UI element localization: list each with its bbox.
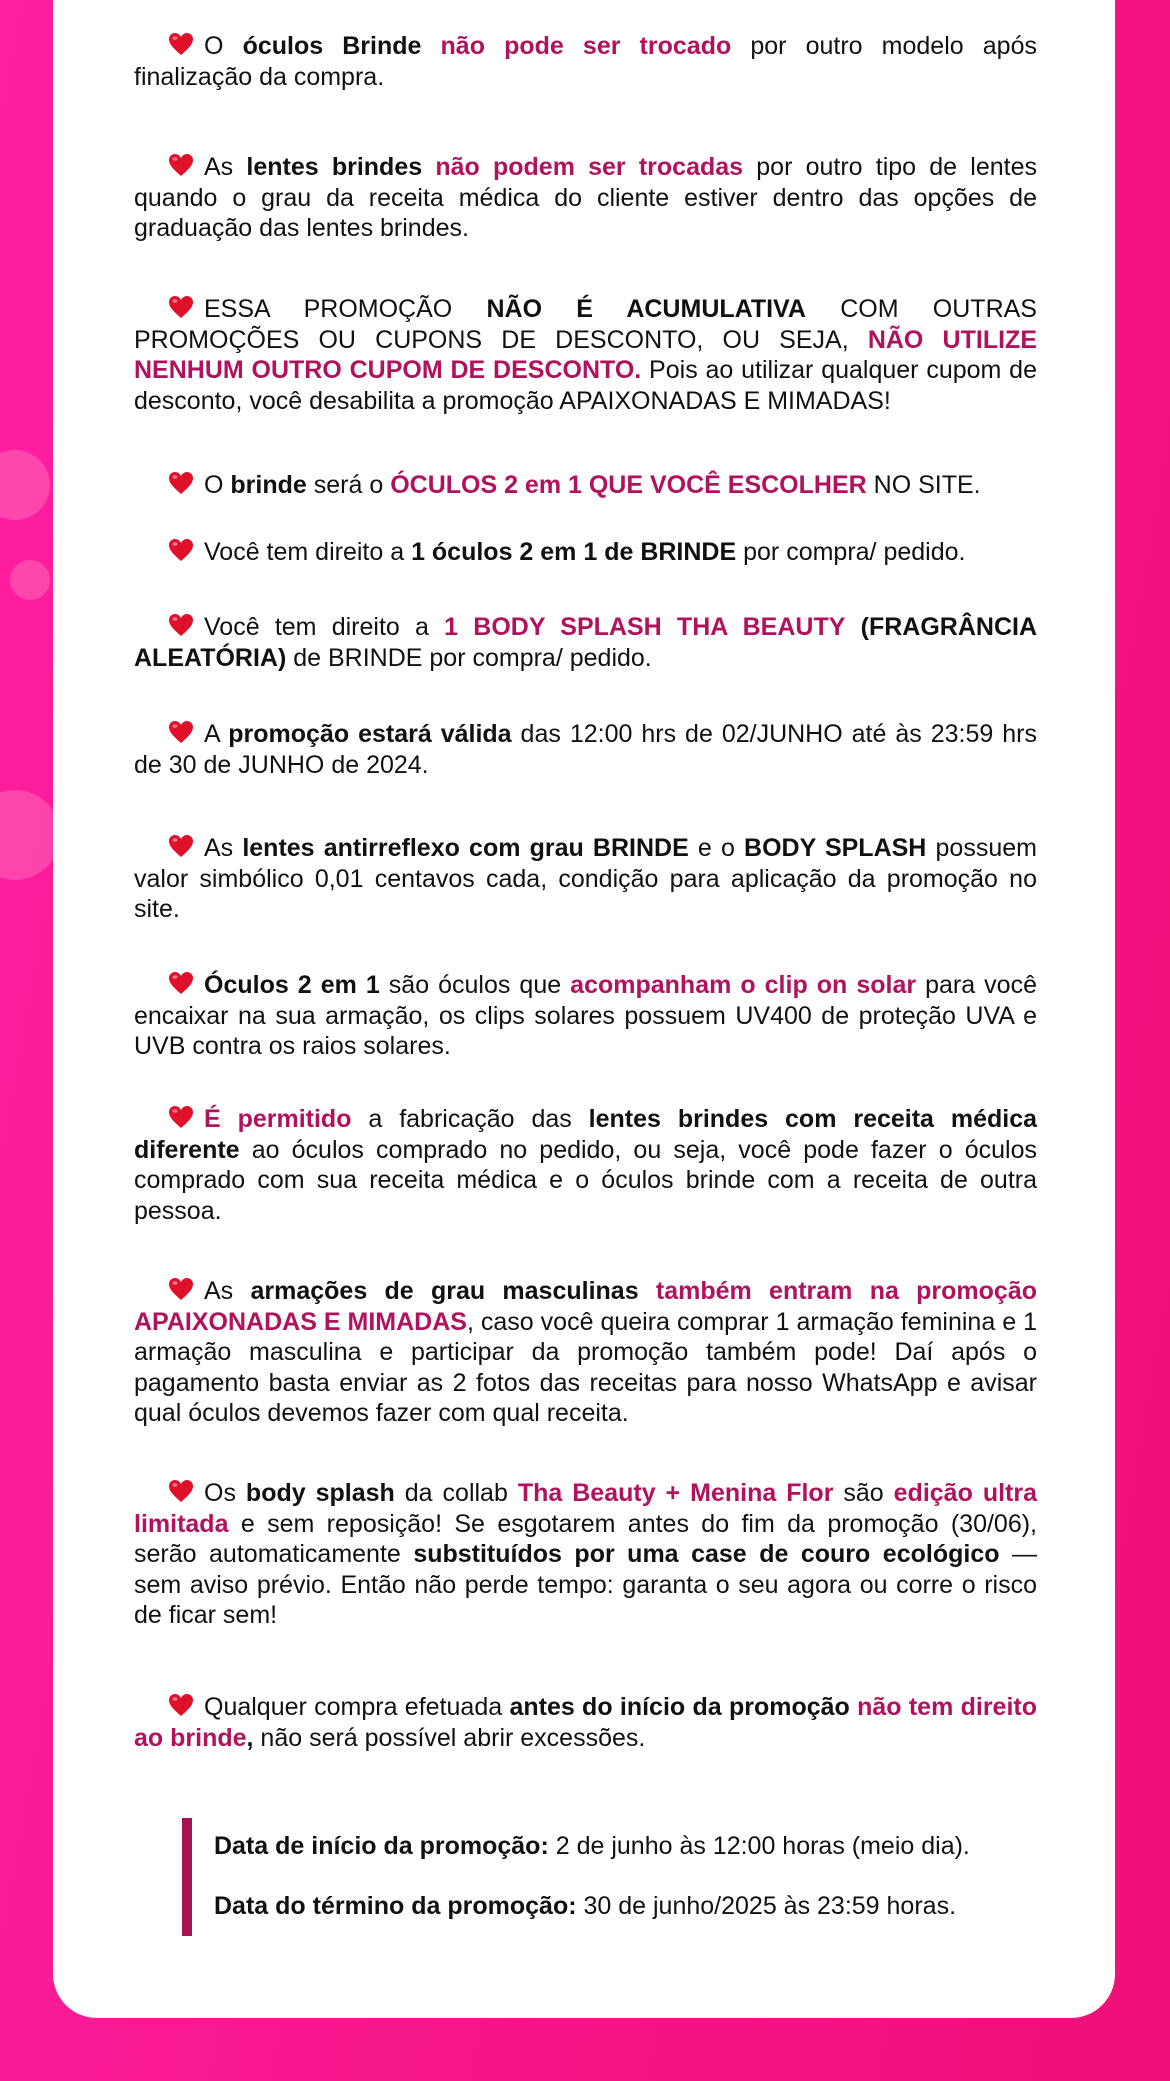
highlight-text: ÓCULOS 2 em 1 QUE VOCÊ ESCOLHER bbox=[390, 471, 867, 499]
bold-text: lentes antirreflexo com grau BRINDE bbox=[242, 834, 689, 862]
heart-icon bbox=[168, 720, 194, 744]
highlight-text: acompanham o clip on solar bbox=[570, 971, 917, 999]
bold-text: lentes brindes bbox=[246, 153, 423, 181]
body-text: A bbox=[204, 720, 229, 748]
body-text: Pois ao utilizar qualquer cupom de desconto, você desabilita a promoção APAIXONADAS E MIMADAS! bbox=[134, 356, 1037, 415]
heart-icon bbox=[168, 834, 194, 858]
bokeh-light bbox=[0, 790, 60, 880]
body-text: As bbox=[204, 153, 247, 181]
body-text: ESSA PROMOÇÃO bbox=[204, 295, 487, 323]
heart-icon bbox=[168, 471, 194, 495]
bokeh-light bbox=[10, 560, 50, 600]
body-text: por outro tipo de lentes quando o grau da receita médica do cliente estiver dentro das opções de graduação das lentes brindes. bbox=[134, 153, 1037, 242]
heart-icon bbox=[168, 1277, 194, 1301]
body-text: Você tem direito a bbox=[204, 538, 412, 566]
heart-icon bbox=[168, 32, 194, 56]
bold-text: promoção estará válida bbox=[228, 720, 512, 748]
highlight-text: edição ultra limitada bbox=[134, 1479, 1037, 1538]
body-text: por outro modelo após finalização da compra. bbox=[134, 32, 1037, 91]
body-text: e o bbox=[688, 834, 745, 862]
promo-end-value: 30 de junho/2025 às 23:59 horas. bbox=[576, 1892, 957, 1920]
promo-start-value: 2 de junho às 12:00 horas (meio dia). bbox=[548, 1832, 970, 1860]
body-text: será o bbox=[306, 471, 391, 499]
body-text: Você tem direito a bbox=[204, 613, 445, 641]
bold-text: (FRAGRÂNCIA ALEATÓRIA) bbox=[134, 613, 1037, 672]
body-text: Os bbox=[204, 1479, 246, 1507]
promo-dates-box bbox=[182, 1818, 1042, 1936]
term-paragraph bbox=[134, 294, 1037, 416]
highlight-text: Tha Beauty + Menina Flor bbox=[517, 1479, 834, 1507]
highlight-text: NÃO UTILIZE NENHUM OUTRO CUPOM DE DESCONTO. bbox=[134, 325, 1037, 384]
body-text: não será possível abrir excessões. bbox=[253, 1723, 646, 1752]
highlight-text: não podem ser trocadas bbox=[435, 153, 744, 181]
body-text: por compra/ pedido. bbox=[736, 538, 966, 566]
body-text: O bbox=[204, 471, 231, 499]
term-paragraph bbox=[134, 1692, 1037, 1753]
term-paragraph bbox=[134, 537, 1037, 568]
body-text: COM OUTRAS PROMOÇÕES OU CUPONS DE DESCONTO, OU SEJA, bbox=[134, 295, 1037, 354]
body-text: NO SITE. bbox=[866, 471, 981, 499]
heart-icon bbox=[168, 1693, 194, 1717]
body-text: são bbox=[833, 1479, 894, 1507]
term-paragraph bbox=[134, 833, 1037, 925]
body-text: possuem valor simbólico 0,01 centavos cada, condição para aplicação da promoção no site. bbox=[134, 834, 1037, 923]
promo-end-line bbox=[214, 1892, 956, 1921]
promo-end-label: Data do término da promoção: bbox=[214, 1892, 577, 1920]
body-text: da collab bbox=[394, 1479, 518, 1507]
term-paragraph bbox=[134, 31, 1037, 92]
body-text: a fabricação das bbox=[351, 1105, 589, 1133]
body-text bbox=[422, 153, 435, 181]
bold-text: body splash bbox=[245, 1479, 395, 1507]
highlight-text: É permitido bbox=[204, 1105, 352, 1133]
highlight-text: 1 BODY SPLASH THA BEAUTY bbox=[444, 613, 846, 641]
highlight-text: também entram na promoção APAIXONADAS E MIMADAS bbox=[134, 1277, 1038, 1336]
body-text: O bbox=[204, 32, 243, 60]
heart-icon bbox=[168, 971, 194, 995]
body-text: são óculos que bbox=[379, 971, 571, 999]
term-paragraph bbox=[134, 1478, 1037, 1631]
body-text bbox=[421, 32, 440, 60]
body-text: Qualquer compra efetuada bbox=[204, 1693, 510, 1721]
term-paragraph bbox=[134, 612, 1037, 673]
heart-icon bbox=[168, 538, 194, 562]
body-text: As bbox=[204, 834, 243, 862]
bold-text: Óculos 2 em 1 bbox=[204, 971, 380, 999]
term-paragraph bbox=[134, 970, 1037, 1062]
bokeh-light bbox=[0, 450, 50, 520]
bold-text: lentes brindes com receita médica diferente bbox=[134, 1105, 1038, 1164]
bold-text: antes do início da promoção bbox=[509, 1693, 850, 1721]
heart-icon bbox=[168, 613, 194, 637]
bold-text: armações de grau masculinas bbox=[250, 1277, 639, 1305]
body-text bbox=[845, 613, 860, 641]
bold-text: substituídos por uma case de couro ecológico bbox=[413, 1540, 1000, 1568]
bold-text: , bbox=[246, 1723, 254, 1752]
body-text: , caso você queira comprar 1 armação feminina e 1 armação masculina e participar da promoção também pode! Daí após o pagamento basta enviar as 2 fotos das receitas para nosso WhatsApp e avisar qual óculos devemos fazer com qual receita. bbox=[134, 1307, 1038, 1427]
heart-icon bbox=[168, 1479, 194, 1503]
term-paragraph bbox=[134, 719, 1037, 780]
term-paragraph bbox=[134, 1104, 1037, 1226]
body-text: — sem aviso prévio. Então não perde tempo: garanta o seu agora ou corre o risco de ficar sem! bbox=[134, 1540, 1037, 1629]
highlight-text: não tem direito ao brinde bbox=[134, 1693, 1038, 1752]
heart-icon bbox=[168, 1105, 194, 1129]
bold-text: óculos Brinde bbox=[242, 32, 422, 60]
bold-text: BODY SPLASH bbox=[744, 834, 927, 862]
body-text bbox=[639, 1277, 656, 1305]
body-text: de BRINDE por compra/ pedido. bbox=[286, 643, 652, 672]
body-text: das 12:00 hrs de 02/JUNHO até às 23:59 hrs de 30 de JUNHO de 2024. bbox=[134, 720, 1037, 779]
promo-start-line bbox=[214, 1832, 970, 1861]
bold-text: 1 óculos 2 em 1 de BRINDE bbox=[411, 538, 737, 566]
body-text: As bbox=[204, 1277, 251, 1305]
bold-text: brinde bbox=[230, 471, 307, 499]
body-text: e sem reposição! Se esgotarem antes do fim da promoção (30/06), serão automaticamente bbox=[134, 1509, 1037, 1568]
heart-icon bbox=[168, 295, 194, 319]
term-paragraph bbox=[134, 470, 1037, 501]
body-text bbox=[850, 1693, 857, 1721]
body-text: ao óculos comprado no pedido, ou seja, você pode fazer o óculos comprado com sua receita médica e o óculos brinde com a receita de outra pessoa. bbox=[134, 1135, 1037, 1225]
term-paragraph bbox=[134, 1276, 1037, 1429]
highlight-text: não pode ser trocado bbox=[440, 32, 732, 60]
heart-icon bbox=[168, 153, 194, 177]
body-text: para você encaixar na sua armação, os clips solares possuem UV400 de proteção UVA e UVB contra os raios solares. bbox=[134, 971, 1037, 1060]
promo-start-label: Data de início da promoção: bbox=[214, 1832, 549, 1860]
term-paragraph bbox=[134, 152, 1037, 244]
bold-text: NÃO É ACUMULATIVA bbox=[486, 295, 806, 323]
